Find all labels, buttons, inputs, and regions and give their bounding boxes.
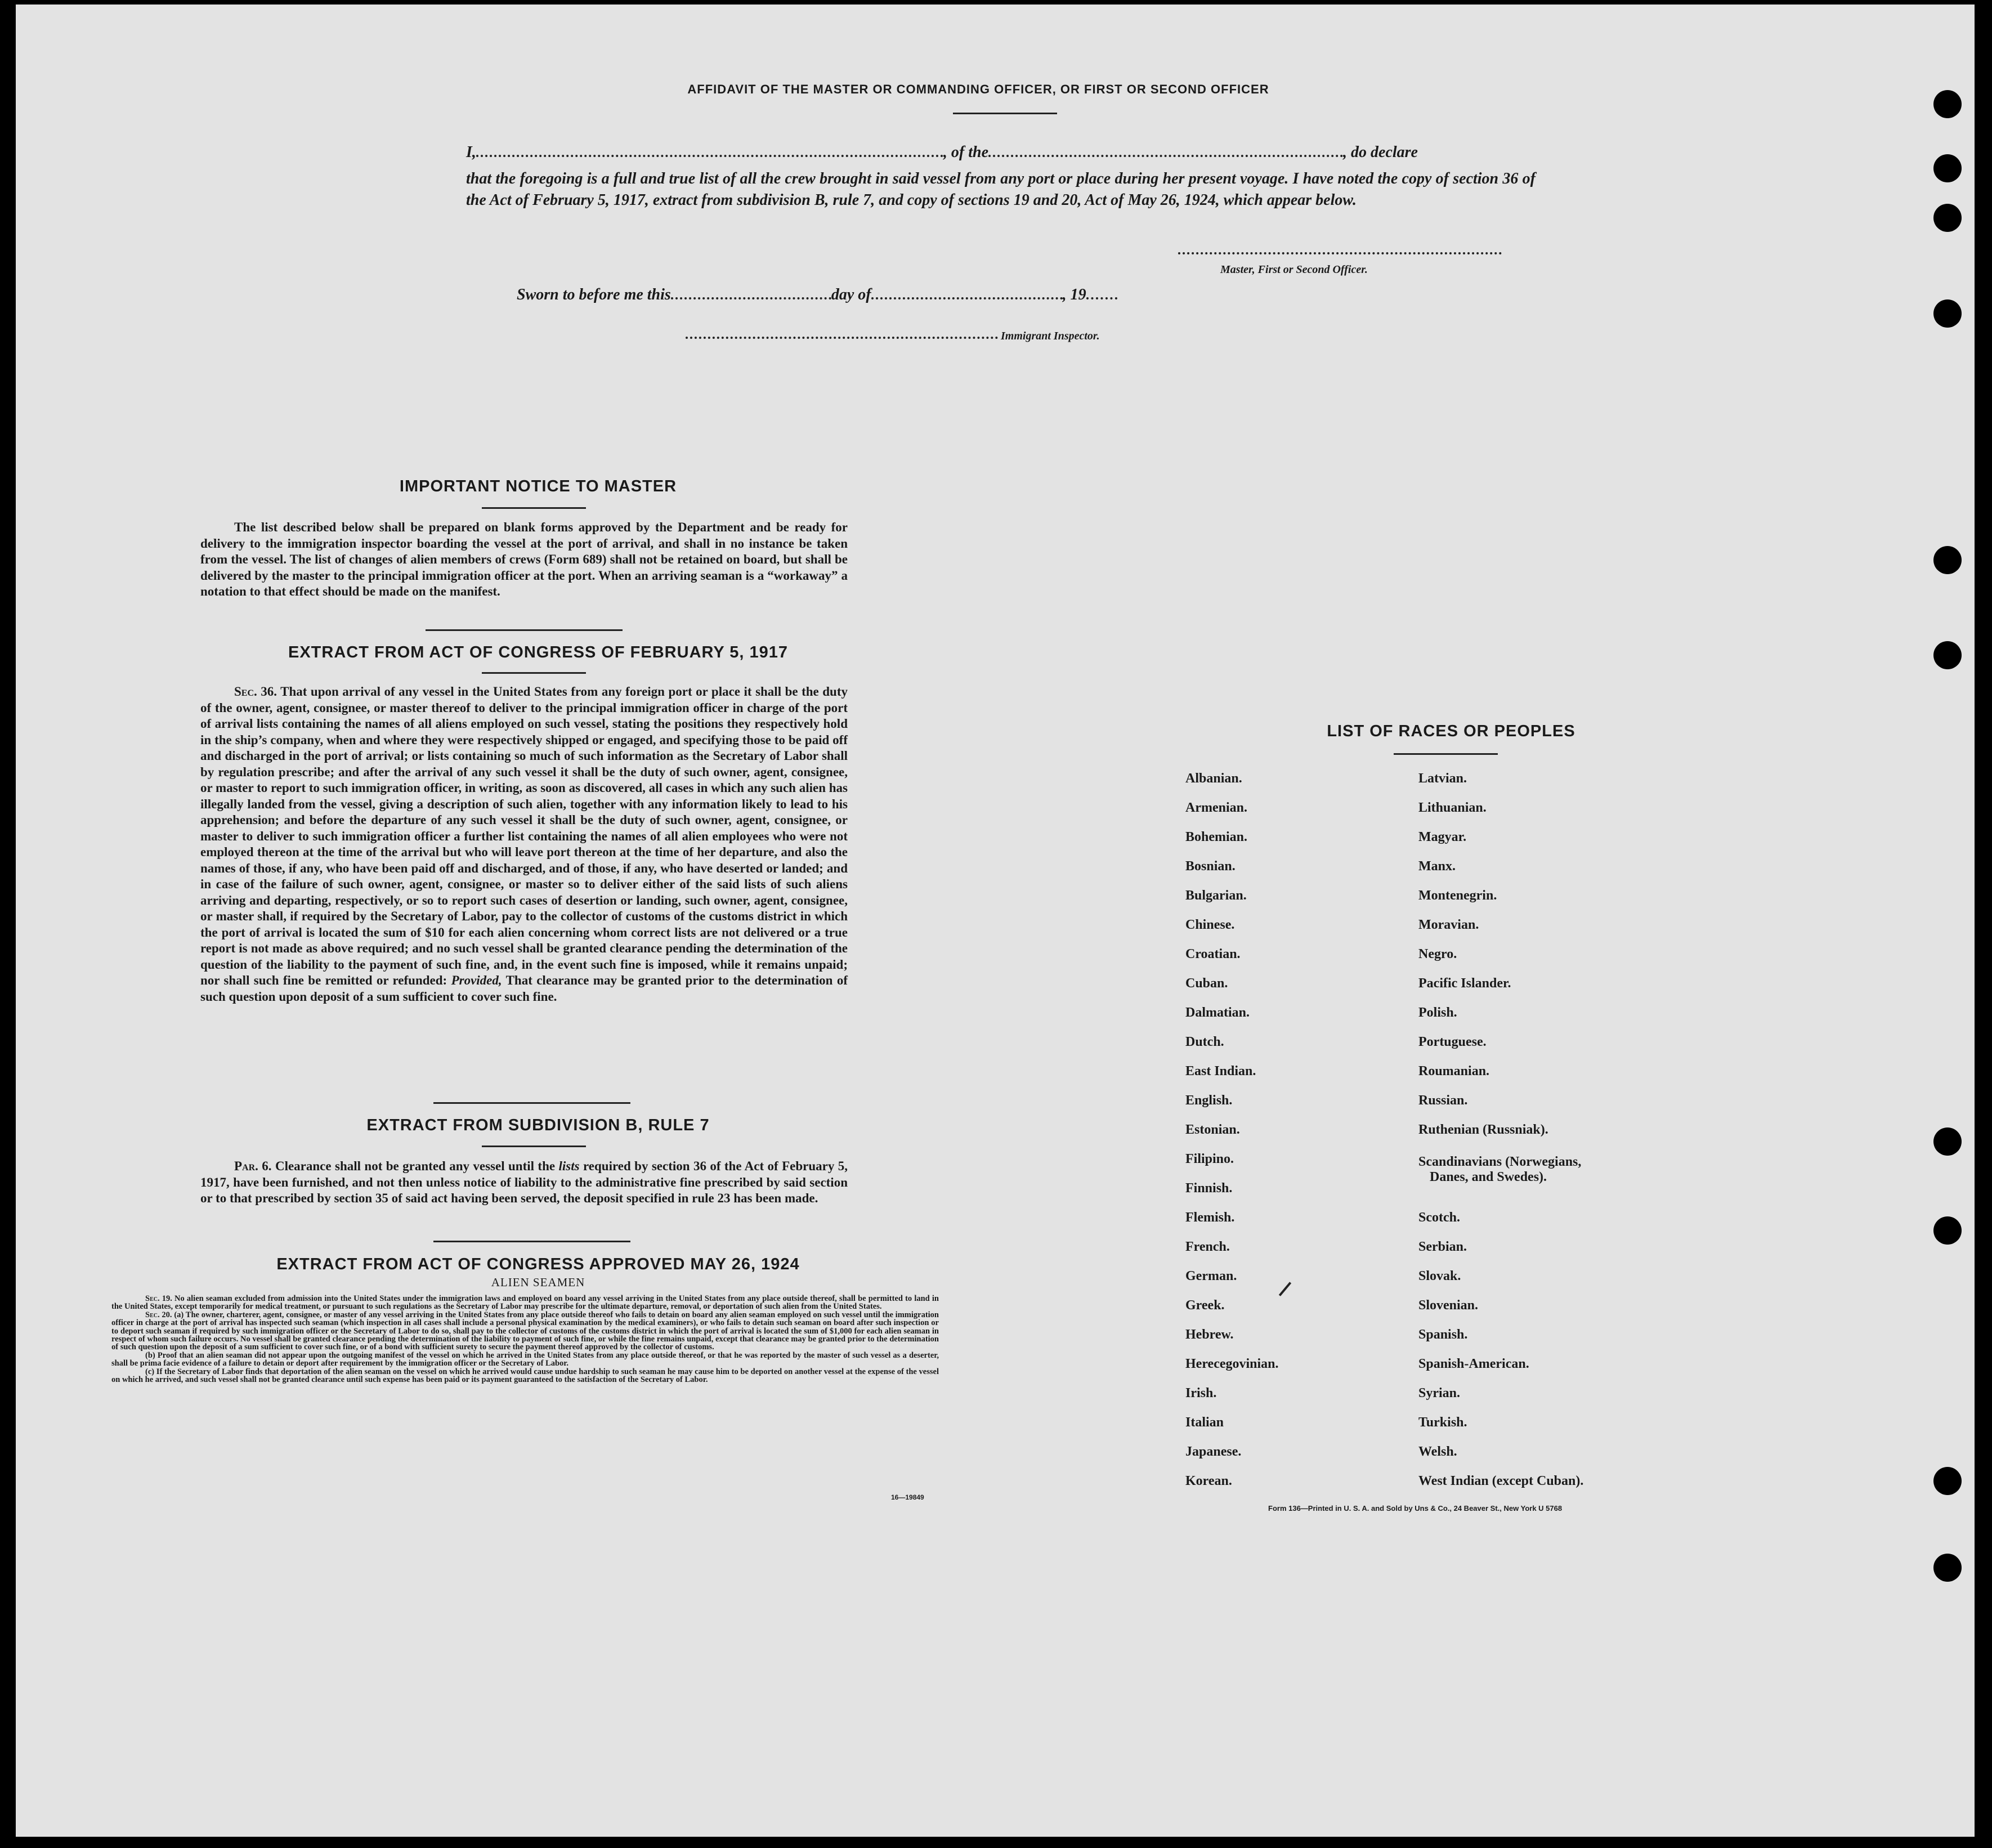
sec-20-label: Sec. 20. [145, 1310, 172, 1319]
month-blank[interactable] [871, 285, 1063, 299]
race-item: Herecegovinian. [1185, 1357, 1279, 1371]
officer-label: Master, First or Second Officer. [1220, 263, 1368, 276]
title-rule [953, 113, 1057, 114]
race-item: Danes, and Swedes). [1430, 1170, 1547, 1184]
race-item: Italian [1185, 1415, 1224, 1430]
race-item: Armenian. [1185, 800, 1247, 815]
sec-19-text: No alien seaman excluded from admission into the United States under the immigration laws and employed on board any vessel arriving in the United States from any place outside thereof, shall be permitted to land in the United States, except temporarily for medical treatment, or pursuant to such regulations as the Secretary of Labor may prescribe for the ultimate departure, removal, or deportation of such alien from the United States. [111, 1294, 939, 1312]
race-item: Japanese. [1185, 1444, 1242, 1459]
punch-hole [1933, 204, 1962, 232]
notice-text: The list described below shall be prepared on blank forms approved by the Department and be ready for delivery to the immigration inspector boarding the vessel at the port of arrival, and shall in no instance be taken from the vessel. The list of changes of alien members of crews (Form 689) shall not be retained on board, but shall be delivered by the master to the principal immigration officer at the port. When an arriving seaman is a “workaway” a notation to that effect should be made on the manifest. [200, 520, 848, 598]
races-rule [1394, 753, 1498, 755]
race-item: Irish. [1185, 1386, 1217, 1400]
sec-20c-text: (c) If the Secretary of Labor finds that deportation of the alien seaman on the vessel on which he arrived would cause undue hardship to such seaman he may cause him to be deported on another vessel at the expense of the vessel on which he arrived, and such vessel shall not be granted clearance until such expense has been paid or its payment guaranteed to the satisfaction of the Secretary of Labor. [111, 1367, 939, 1385]
sworn-start: Sworn to before me this [517, 286, 671, 303]
affidavit-title: AFFIDAVIT OF THE MASTER OR COMMANDING OFFICER, OR FIRST OR SECOND OFFICER [687, 82, 1269, 96]
punch-hole [1933, 1554, 1962, 1582]
printer-imprint: Form 136—Printed in U. S. A. and Sold by Uns & Co., 24 Beaver St., New York U 5768 [1268, 1504, 1563, 1513]
declaration-of-the: , of the [943, 144, 989, 161]
race-item: Russian. [1418, 1093, 1468, 1108]
punch-hole [1933, 1216, 1962, 1245]
section-divider [433, 1102, 630, 1104]
race-item: Roumanian. [1418, 1064, 1490, 1079]
race-item: Magyar. [1418, 830, 1467, 844]
year-blank[interactable] [1086, 285, 1117, 299]
race-item: Turkish. [1418, 1415, 1467, 1430]
races-title: LIST OF RACES OR PEOPLES [1327, 722, 1575, 740]
par-6-text-b: required by section 36 of the Act of February 5, 1917, have been furnished, and not then unless notice of liability to the administrative fine prescribed by said section or to that prescribed by section 35 of said act having been served, the deposit specified in rule 23 has been made. [200, 1159, 848, 1205]
sec-36-label: Sec. 36. [234, 684, 277, 699]
race-item: Slovenian. [1418, 1298, 1479, 1313]
alien-seamen-subtitle: ALIEN SEAMEN [491, 1276, 585, 1289]
pen-mark [1279, 1282, 1291, 1296]
declaration-i: I, [466, 144, 476, 161]
print-code: 16—19849 [891, 1493, 924, 1501]
notice-body [200, 520, 848, 600]
punch-hole [1933, 1467, 1962, 1495]
extract-1924-title: EXTRACT FROM ACT OF CONGRESS APPROVED MAY 26, 1924 [276, 1255, 800, 1273]
sworn-day-of: day of [831, 286, 871, 303]
race-item: Montenegrin. [1418, 888, 1497, 903]
race-item: Polish. [1418, 1005, 1457, 1020]
extract-1917-title: EXTRACT FROM ACT OF CONGRESS OF FEBRUARY 5, 1917 [288, 643, 789, 661]
race-item: Moravian. [1418, 918, 1479, 932]
race-item: Dutch. [1185, 1035, 1224, 1049]
race-item: Flemish. [1185, 1210, 1235, 1225]
race-item: Lithuanian. [1418, 800, 1487, 815]
race-item: French. [1185, 1240, 1230, 1254]
day-blank[interactable] [671, 285, 831, 299]
vessel-blank[interactable] [988, 142, 1343, 157]
sworn-line [517, 285, 1117, 304]
inspector-signature-line[interactable] [686, 337, 998, 339]
race-item: Manx. [1418, 859, 1456, 874]
race-item: Scandinavians (Norwegians, [1418, 1155, 1582, 1169]
section-divider [433, 1241, 630, 1242]
inspector-label: Immigrant Inspector. [1001, 330, 1100, 342]
race-item: Filipino. [1185, 1152, 1234, 1166]
race-item: Slovak. [1418, 1269, 1461, 1283]
sec-36-text-end: That clearance may be granted prior to the determination of such question upon deposit of a sum sufficient to cover such fine. [200, 973, 848, 1004]
race-item: Ruthenian (Russniak). [1418, 1122, 1548, 1137]
race-item: German. [1185, 1269, 1237, 1283]
punch-hole [1933, 299, 1962, 328]
sec-20b-text: (b) Proof that an alien seaman did not appear upon the outgoing manifest of the vessel on which he arrived in the United States from any place outside thereof, or that he was reported by the master of such vessel as a deserter, shall be prima facie evidence of a failure to detain or deport after requirement by the immigration officer or the Secretary of Labor. [111, 1350, 939, 1368]
race-item: Serbian. [1418, 1240, 1467, 1254]
punch-hole [1933, 546, 1962, 574]
race-item: Croatian. [1185, 947, 1241, 961]
race-item: Portuguese. [1418, 1035, 1487, 1049]
sec-36-text: That upon arrival of any vessel in the United States from any foreign port or place it shall be the duty of the owner, agent, consignee, or master thereof to deliver to the principal immigration officer in charge of the port of arrival lists containing the names of all aliens employed on such vessel, stating the positions they respectively hold in the ship’s company, when and where they were respectively shipped or engaged, and specifying those to be paid off and discharged in the port of arrival; or lists containing so much of such information as the Secretary of Labor shall by regulation prescribe; and after the arrival of any such vessel it shall be the duty of such owner, agent, consignee, or master to report to such immigration officer, in writing, as soon as discovered, all cases in which any such alien has illegally landed from the vessel, giving a description of such alien, together with any information likely to lead to his apprehension; and before the departure of any such vessel it shall be the duty of such owner, agent, consignee, or master to deliver to such immigration officer a further list containing the names of all alien employees who were not employed thereon at the time of the arrival but who will leave port thereon at the time of her departure, and also the names of those, if any, who have been paid off and discharged, and of those, if any, who have deserted or landed; and in case of the failure of such owner, agent, consignee, or master so to deliver either of the said lists of such aliens arriving and departing, respectively, or so to report such cases of desertion or landing, such owner, agent, consignee, or master shall, if required by the Secretary of Labor, pay to the collector of customs of the customs district in which the port of arrival is located the sum of $10 for each alien concerning whom correct lists are not delivered or a true report is not made as above required; and no such vessel shall be granted clearance pending the determination of the question of the liability to the payment of such fine, and, in the event such fine is imposed, while it remains unpaid; nor shall such fine be remitted or refunded: [200, 684, 848, 987]
name-blank[interactable] [476, 142, 943, 157]
race-item: Welsh. [1418, 1444, 1457, 1459]
race-item: Albanian. [1185, 771, 1242, 786]
sec-19-label: Sec. 19. [145, 1294, 172, 1303]
race-item: Bulgarian. [1185, 888, 1247, 903]
race-item: Cuban. [1185, 976, 1228, 991]
race-item: Spanish-American. [1418, 1357, 1529, 1371]
par-6-label: Par. 6. [234, 1159, 272, 1173]
race-item: Dalmatian. [1185, 1005, 1250, 1020]
race-item: Latvian. [1418, 771, 1467, 786]
race-item: Spanish. [1418, 1327, 1468, 1342]
race-item: Estonian. [1185, 1122, 1240, 1137]
sworn-year: , 19 [1062, 286, 1086, 303]
declaration-end: , do declare [1343, 144, 1418, 161]
race-item: West Indian (except Cuban). [1418, 1474, 1584, 1488]
race-item: Pacific Islander. [1418, 976, 1511, 991]
race-item: Finnish. [1185, 1181, 1233, 1196]
punch-hole [1933, 1127, 1962, 1156]
notice-title: IMPORTANT NOTICE TO MASTER [399, 477, 677, 495]
par-6-body [200, 1158, 848, 1207]
notice-rule [482, 507, 586, 509]
race-item: Chinese. [1185, 918, 1235, 932]
race-item: Korean. [1185, 1474, 1232, 1488]
race-item: Syrian. [1418, 1386, 1461, 1400]
punch-hole [1933, 154, 1962, 182]
par-6-text-a: Clearance shall not be granted any vessel until the [275, 1159, 556, 1173]
race-item: Negro. [1418, 947, 1457, 961]
punch-hole [1933, 641, 1962, 669]
sec-19-20-body [111, 1295, 939, 1384]
declaration-line [466, 142, 1536, 162]
race-item: Bohemian. [1185, 830, 1248, 844]
race-item: East Indian. [1185, 1064, 1256, 1079]
sec-36-body [200, 684, 848, 1005]
sec-20a-text: (a) The owner, charterer, agent, consignee, or master of any vessel arriving in the United States from any place outside thereof who fails to detain on board any alien seaman employed on such vessel until the immigration officer in charge at the port of arrival has inspected such seaman (which inspection in all cases shall include a personal physical examination by the medical examiners), or who fails to detain such seaman on board after such inspection or to deport such seaman if required by such immigration officer or the Secretary of Labor to do so, shall pay to the collector of customs of the customs district in which the port of arrival is located the sum of $1,000 for each alien seaman in respect of whom such failure occurs. No vessel shall be granted clearance pending the determination of the liability to payment of such fine, or while the fine remains unpaid, except that clearance may be granted prior to the determination of such question upon the deposit of a sum sufficient to cover such fine, or of a bond with sufficient surety to secure the payment thereof approved by the collector of customs. [111, 1310, 939, 1352]
race-item: Scotch. [1418, 1210, 1460, 1225]
document-page [16, 5, 1975, 1837]
provided-word: Provided, [451, 973, 502, 987]
lists-word: lists [558, 1159, 580, 1173]
extract-1917-rule [482, 672, 586, 674]
affidavit-body: that the foregoing is a full and true list of all the crew brought in said vessel from any port or place during her present voyage. I have noted the copy of section 36 of the Act of February 5, 1917, extract from subdivision B, rule 7, and copy of sections 19 and 20, Act of May 26, 1924, which appear below. [466, 170, 1536, 209]
race-item: English. [1185, 1093, 1233, 1108]
race-item: Hebrew. [1185, 1327, 1234, 1342]
punch-hole [1933, 90, 1962, 118]
race-item: Bosnian. [1185, 859, 1236, 874]
section-divider [426, 629, 623, 631]
officer-signature-line[interactable] [1178, 252, 1502, 254]
race-item: Greek. [1185, 1298, 1225, 1313]
rule7-title: EXTRACT FROM SUBDIVISION B, RULE 7 [366, 1116, 710, 1134]
rule7-rule [482, 1146, 586, 1147]
